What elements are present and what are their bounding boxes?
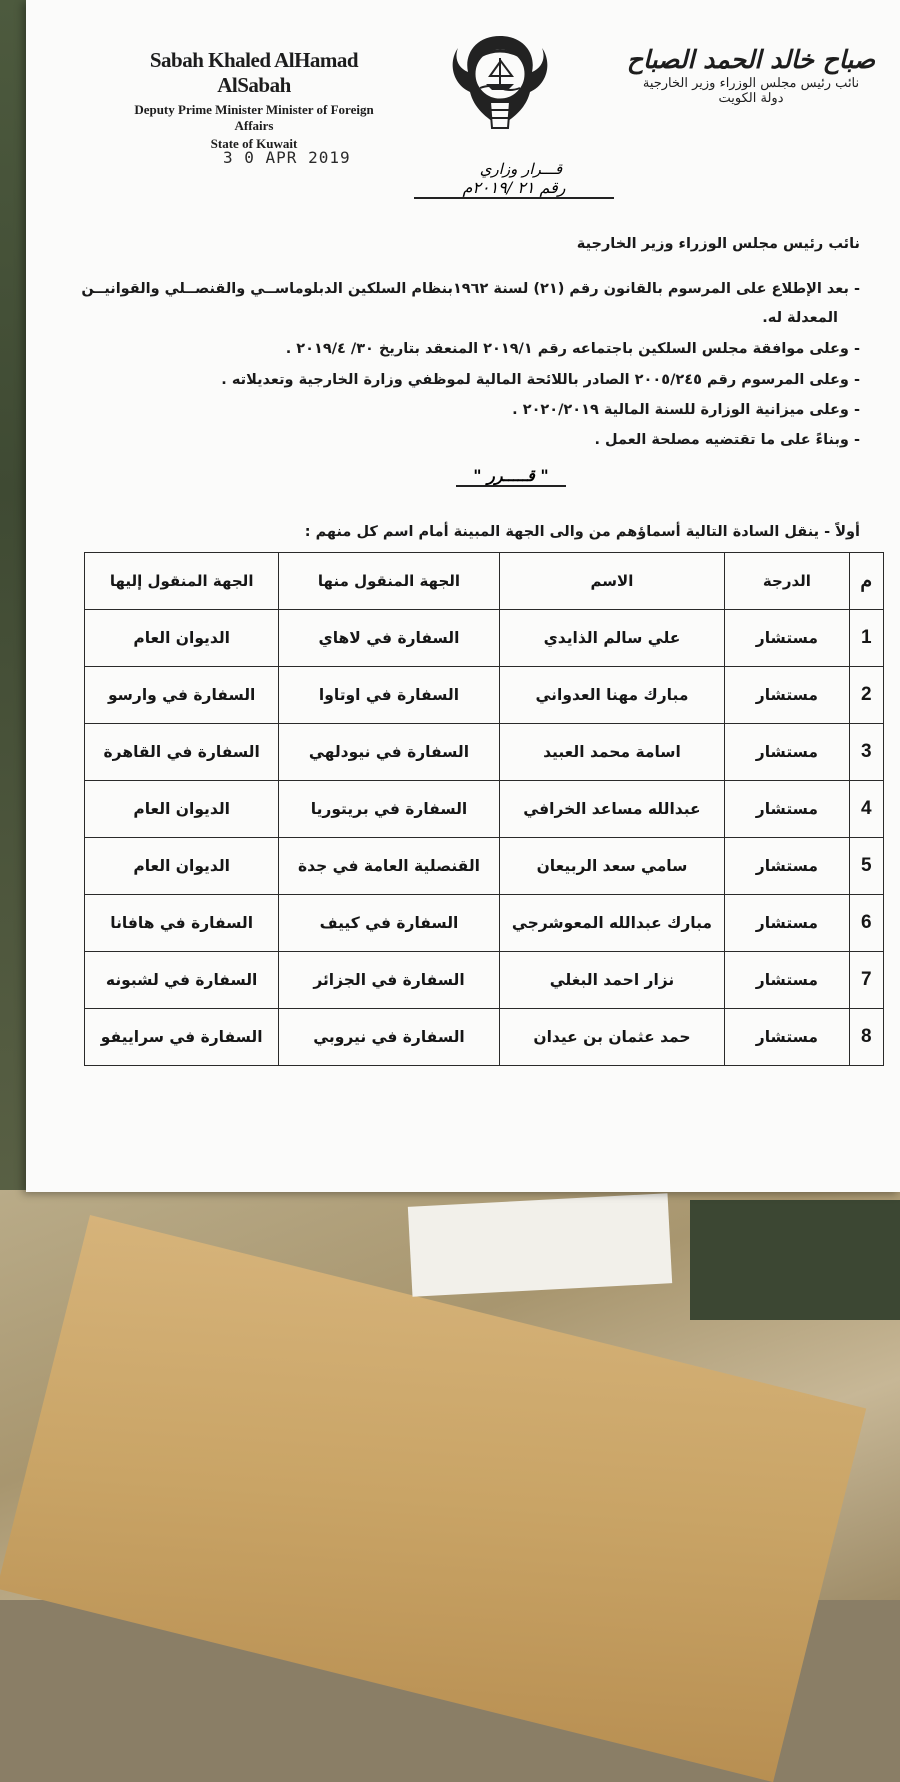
row-from: السفارة في نيروبي <box>279 1009 499 1066</box>
clause-4: - وعلى ميزانية الوزارة للسنة المالية ٢٠٢٠/٢٠١٩ . <box>512 402 860 418</box>
addressee: نائب رئيس مجلس الوزراء وزير الخارجية <box>576 236 860 252</box>
background-card <box>408 1193 672 1296</box>
clause-1: - بعد الإطلاع على المرسوم بالقانون رقم (٢١) لسنة ١٩٦٢بنظام السلكين الدبلوماســي والقنصــلي والقوانيــن <box>81 281 860 297</box>
arabic-letterhead <box>626 45 876 106</box>
row-grade: مستشار <box>725 781 849 838</box>
row-grade: مستشار <box>725 952 849 1009</box>
decided-heading: " قـــــرر " <box>456 466 566 487</box>
row-index: 3 <box>849 724 883 781</box>
header-from: الجهة المنقول منها <box>279 553 499 610</box>
decision-title: قـــرار وزاري <box>479 160 563 178</box>
header-grade: الدرجة <box>725 553 849 610</box>
row-grade: مستشار <box>725 667 849 724</box>
clause-1-cont: المعدلة له. <box>762 310 838 326</box>
row-name: عبدالله مساعد الخرافي <box>499 781 725 838</box>
row-name: علي سالم الذايدي <box>499 610 725 667</box>
row-from: السفارة في كييف <box>279 895 499 952</box>
row-from: القنصلية العامة في جدة <box>279 838 499 895</box>
english-state: State of Kuwait <box>210 136 298 151</box>
table-header-row <box>85 553 884 610</box>
row-to: الديوان العام <box>85 838 279 895</box>
background-dark-folder <box>690 1200 900 1320</box>
row-to: السفارة في وارسو <box>85 667 279 724</box>
row-index: 1 <box>849 610 883 667</box>
table-row <box>85 952 884 1009</box>
row-to: السفارة في سراييفو <box>85 1009 279 1066</box>
clause-5: - وبناءً على ما تقتضيه مصلحة العمل . <box>594 432 860 448</box>
row-grade: مستشار <box>725 724 849 781</box>
clause-2: - وعلى موافقة مجلس السلكين باجتماعه رقم ٢٠١٩/١ المنعقد بتاريخ ٣٠/ ٢٠١٩/٤ . <box>285 341 860 357</box>
english-letterhead <box>118 48 390 152</box>
row-index: 2 <box>849 667 883 724</box>
row-name: حمد عثمان بن عيدان <box>499 1009 725 1066</box>
row-to: الديوان العام <box>85 781 279 838</box>
row-to: السفارة في لشبونه <box>85 952 279 1009</box>
decision-number: رقم ٢١ /٢٠١٩م <box>414 178 614 199</box>
table-row <box>85 610 884 667</box>
row-index: 7 <box>849 952 883 1009</box>
row-to: الديوان العام <box>85 610 279 667</box>
row-name: اسامة محمد العبيد <box>499 724 725 781</box>
table-row <box>85 724 884 781</box>
table-row <box>85 667 884 724</box>
arabic-state: دولة الكويت <box>718 91 784 106</box>
row-name: مبارك عبدالله المعوشرجي <box>499 895 725 952</box>
row-from: السفارة في لاهاي <box>279 610 499 667</box>
header-index: م <box>849 553 883 610</box>
first-article: أولاً - ينقل السادة التالية أسماؤهم من والى الجهة المبينة أمام اسم كل منهم : <box>304 524 860 540</box>
table-row <box>85 895 884 952</box>
row-from: السفارة في بريتوريا <box>279 781 499 838</box>
row-grade: مستشار <box>725 838 849 895</box>
row-index: 5 <box>849 838 883 895</box>
row-grade: مستشار <box>725 610 849 667</box>
row-name: سامي سعد الربيعان <box>499 838 725 895</box>
row-index: 4 <box>849 781 883 838</box>
clause-3: - وعلى المرسوم رقم ٢٠٠٥/٢٤٥ الصادر باللائحة المالية لموظفي وزارة الخارجية وتعديلاته . <box>221 372 860 388</box>
english-role: Deputy Prime Minister Minister of Foreign Affairs <box>134 102 374 133</box>
row-to: السفارة في القاهرة <box>85 724 279 781</box>
header-name: الاسم <box>499 553 725 610</box>
table-row <box>85 781 884 838</box>
row-to: السفارة في هافانا <box>85 895 279 952</box>
row-from: السفارة في الجزائر <box>279 952 499 1009</box>
table-row <box>85 838 884 895</box>
kuwait-emblem-icon <box>446 28 554 136</box>
row-index: 8 <box>849 1009 883 1066</box>
date-stamp: 3 0 APR 2019 <box>223 148 351 167</box>
row-from: السفارة في نيودلهي <box>279 724 499 781</box>
row-name: نزار احمد البغلي <box>499 952 725 1009</box>
document-page <box>26 0 900 1192</box>
header-to: الجهة المنقول إليها <box>85 553 279 610</box>
english-name: Sabah Khaled AlHamad AlSabah <box>149 48 359 97</box>
arabic-role: نائب رئيس مجلس الوزراء وزير الخارجية <box>642 76 860 91</box>
row-grade: مستشار <box>725 895 849 952</box>
row-index: 6 <box>849 895 883 952</box>
row-from: السفارة في اوتاوا <box>279 667 499 724</box>
arabic-name: صباح خالد الحمد الصباح <box>626 45 876 74</box>
table-row <box>85 1009 884 1066</box>
row-grade: مستشار <box>725 1009 849 1066</box>
transfers-table <box>84 552 884 1066</box>
row-name: مبارك مهنا العدواني <box>499 667 725 724</box>
